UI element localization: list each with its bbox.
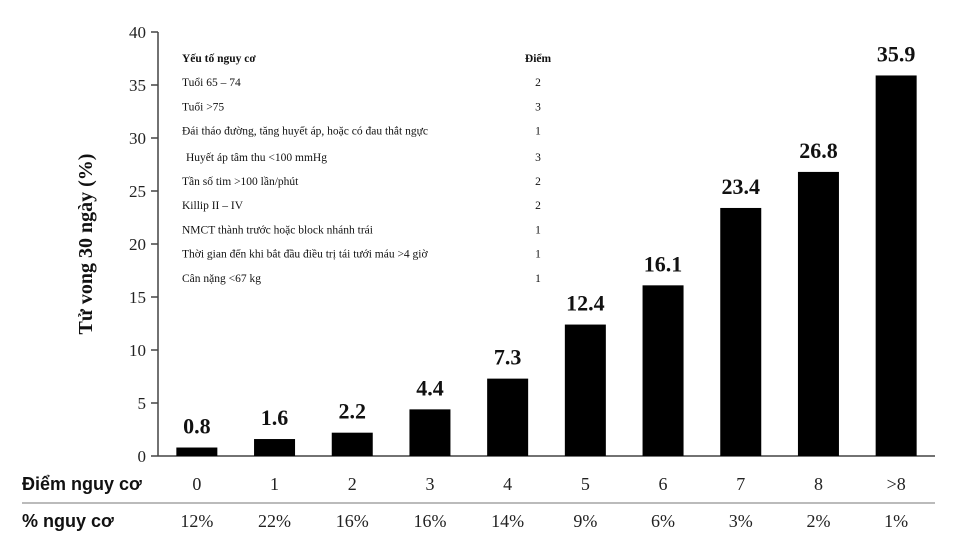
y-tick-label: 40 [129, 23, 146, 42]
legend-factor: Thời gian đến khi bắt đầu điều trị tái tưới máu >4 giờ [182, 248, 428, 261]
risk-score-value: 1 [270, 474, 280, 494]
risk-percent-value: 1% [884, 511, 909, 531]
y-tick-label: 10 [129, 341, 146, 360]
risk-percent-value: 16% [413, 511, 447, 531]
y-tick-label: 35 [129, 76, 146, 95]
legend-points: 2 [535, 176, 541, 188]
bar [876, 75, 917, 456]
legend-points: 3 [535, 151, 541, 164]
bar-data-label: 23.4 [721, 173, 760, 199]
bar-data-label: 16.1 [643, 251, 683, 277]
legend-factor: Huyết áp tâm thu <100 mmHg [186, 151, 327, 164]
legend-points: 1 [535, 272, 541, 285]
risk-percent-value: 2% [806, 511, 831, 531]
risk-score-row-title: Điểm nguy cơ [22, 474, 142, 494]
y-tick-label: 30 [129, 129, 146, 148]
risk-score-value: 6 [658, 474, 668, 494]
bar-data-label: 35.9 [876, 41, 916, 67]
risk-percent-value: 3% [728, 511, 753, 531]
risk-score-value: 4 [503, 474, 513, 494]
y-tick-label: 5 [137, 394, 146, 413]
legend-points: 3 [535, 101, 541, 114]
bar-data-label: 4.4 [416, 375, 444, 401]
bar-data-label: 7.3 [493, 344, 522, 370]
bar [565, 325, 606, 456]
risk-score-value: 5 [580, 474, 590, 494]
bar-data-label: 26.8 [799, 137, 838, 163]
y-tick-label: 20 [129, 235, 146, 254]
y-tick-label: 0 [137, 447, 146, 466]
risk-score-value: 8 [813, 474, 823, 494]
legend-factor: Killip II – IV [182, 200, 244, 213]
y-axis-label: Tử vong 30 ngày (%) [75, 153, 97, 335]
bar [643, 285, 684, 456]
risk-percent-value: 22% [258, 511, 292, 531]
risk-percent-value: 16% [335, 511, 369, 531]
legend-factor: Tuổi 65 – 74 [182, 77, 241, 90]
bar-data-label: 12.4 [566, 290, 605, 316]
legend-factor: Đái tháo đường, tăng huyết áp, hoặc có đau thắt ngực [182, 125, 428, 138]
risk-factor-table [182, 52, 552, 285]
bar-data-label: 0.8 [183, 413, 211, 439]
bar [254, 439, 295, 456]
legend-points: 2 [535, 77, 541, 90]
risk-score-value: 2 [347, 474, 357, 494]
bar [176, 448, 217, 456]
bar [487, 379, 528, 456]
legend-header-points: Điểm [524, 53, 552, 65]
risk-percent-row-title: % nguy cơ [22, 511, 114, 531]
legend-points: 1 [535, 224, 541, 237]
legend-points: 1 [535, 248, 541, 261]
legend-header-factor: Yếu tố nguy cơ [182, 53, 256, 65]
legend-points: 2 [535, 200, 541, 213]
bottom-rows [22, 474, 935, 531]
risk-score-value: 7 [736, 474, 746, 494]
y-tick-label: 15 [129, 288, 146, 307]
bar-data-label: 2.2 [338, 398, 366, 424]
risk-percent-value: 9% [573, 511, 598, 531]
risk-percent-value: 6% [651, 511, 676, 531]
risk-score-value: 3 [425, 474, 435, 494]
legend-factor: Tần số tim >100 lần/phút [182, 176, 299, 188]
bar [409, 409, 450, 456]
bar-data-label: 1.6 [260, 405, 289, 431]
bar [720, 208, 761, 456]
risk-score-value: 0 [192, 474, 202, 494]
risk-score-value: >8 [886, 474, 906, 494]
legend-points: 1 [535, 125, 541, 138]
risk-percent-value: 12% [180, 511, 214, 531]
risk-percent-value: 14% [491, 511, 525, 531]
y-tick-label: 25 [129, 182, 146, 201]
legend-factor: NMCT thành trước hoặc block nhánh trái [182, 224, 373, 237]
legend-factor: Cân nặng <67 kg [182, 272, 261, 285]
plot-area [75, 23, 935, 466]
legend-factor: Tuổi >75 [182, 101, 225, 114]
bar [798, 172, 839, 456]
bar [332, 433, 373, 456]
